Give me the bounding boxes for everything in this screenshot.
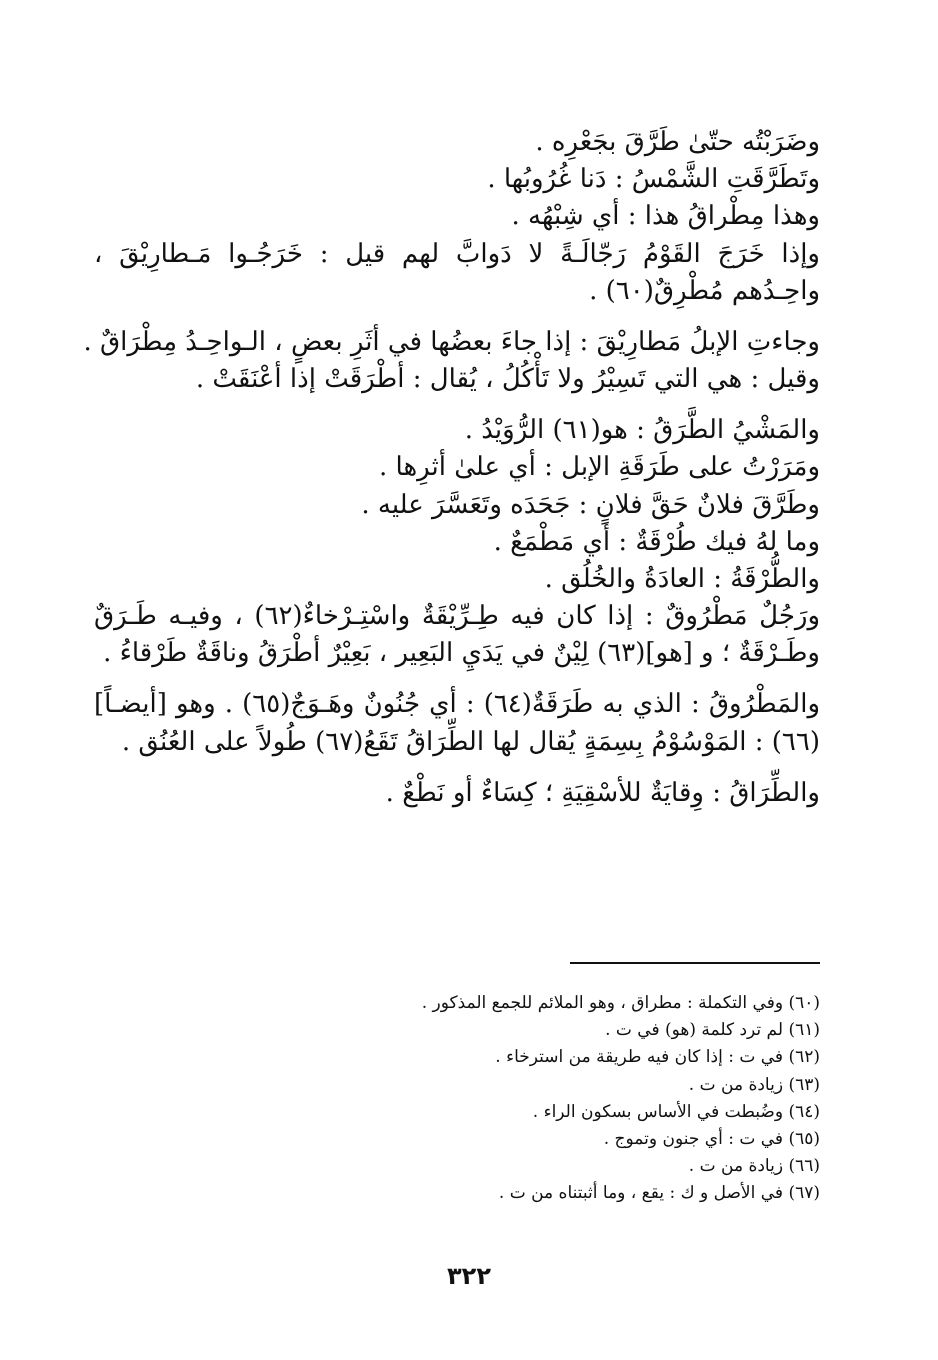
- footnotes: [94, 990, 820, 1208]
- text-paragraph: وإذا خَرَجَ القَوْمُ رَجّالَـةً لا دَوابَّ لهم قيل : خَرَجُـوا مَـطارِيْقَ ، واحِـدُهم مُطْرِقٌ(٦٠) .: [94, 238, 820, 306]
- text-line: وما لهُ فيك طُرْقَةٌ : أي مَطْمَعٌ .: [493, 526, 820, 557]
- text-line: وتَطَرَّقَتِ الشَّمْسُ : دَنا غُرُوبُها .: [487, 164, 820, 195]
- footnote-divider: [570, 962, 820, 964]
- main-text: [83, 124, 821, 812]
- text-line: وقيل : هي التي تَسِيْرُ ولا تَأْكُلُ ، يُقال : أطْرَقَتْ إذا أعْنَقَتْ .: [195, 364, 820, 395]
- footnote: (٦٥) في ت : أي جنون وتموج .: [603, 1128, 820, 1149]
- footnote: (٦٣) زيادة من ت .: [688, 1074, 820, 1095]
- text-paragraph: ورَجُلٌ مَطْرُوقٌ : إذا كان فيه طِـرِّيْقَةٌ واسْتِـرْخاءٌ(٦٢) ، وفيـه طَـرَقٌ وطَـرْقَةٌ ؛ و [هو](٦٣) لِيْنٌ في يَدَيِ البَعِير ، بَعِيْرٌ أطْرَقُ وناقَةٌ طَرْقاءُ .: [94, 601, 821, 669]
- footnote: (٦٢) في ت : إذا كان فيه طريقة من استرخاء .: [495, 1047, 820, 1068]
- footnote: (٦٠) وفي التكملة : مطراق ، وهو الملائم للجمع المذكور .: [421, 993, 820, 1013]
- text-line: ومَرَرْتُ على طَرَقَةِ الإبل : أي علىٰ أثرِها .: [379, 452, 820, 483]
- text-line: وجاءتِ الإبلُ مَطارِيْقَ : إذا جاءَ بعضُها في أثَرِ بعضٍ ، الـواحِـدُ مِطْرَاقٌ .: [83, 326, 820, 357]
- footnote: (٦٦) زيادة من ت .: [688, 1156, 820, 1177]
- text-line: وطَرَّقَ فلانٌ حَقَّ فلانٍ : جَحَدَه وتَعَسَّرَ عليه .: [361, 489, 820, 520]
- text-line: والطُّرْقَةُ : العادَةُ والخُلُق .: [544, 563, 820, 594]
- footnote: (٦٧) في الأصل و ك : يقع ، وما أثبتناه من ت .: [498, 1183, 820, 1204]
- footnote: (٦١) لم ترد كلمة (هو) في ت .: [605, 1020, 820, 1041]
- footnote: (٦٤) وضُبطت في الأساس بسكون الراء .: [532, 1101, 820, 1122]
- text-paragraph: والمَطْرُوقُ : الذي به طَرَقَةٌ(٦٤) : أي جُنُونٌ وهَـوَجٌ(٦٥) . وهو [أيضـاً](٦٦) : المَوْسُوْمُ بِسِمَةٍ يُقال لها الطِّرَاقُ تَقَعُ(٦٧) طُولاً على العُنُق .: [94, 689, 820, 757]
- text-line: والطِّرَاقُ : وِقايَةٌ للأسْقِيَةِ ؛ كِسَاءٌ أو نَطْعٌ .: [385, 777, 820, 808]
- page-number: ٣٢٢: [447, 1262, 491, 1290]
- text-line: وضَرَبْتُه حتّىٰ طَرَّقَ بجَعْرِه .: [535, 127, 820, 157]
- text-line: والمَشْيُ الطَّرَقُ : هو(٦١) الرُّوَيْدُ .: [464, 415, 820, 446]
- text-line: وهذا مِطْراقُ هذا : أي شِبْهُه .: [511, 201, 820, 232]
